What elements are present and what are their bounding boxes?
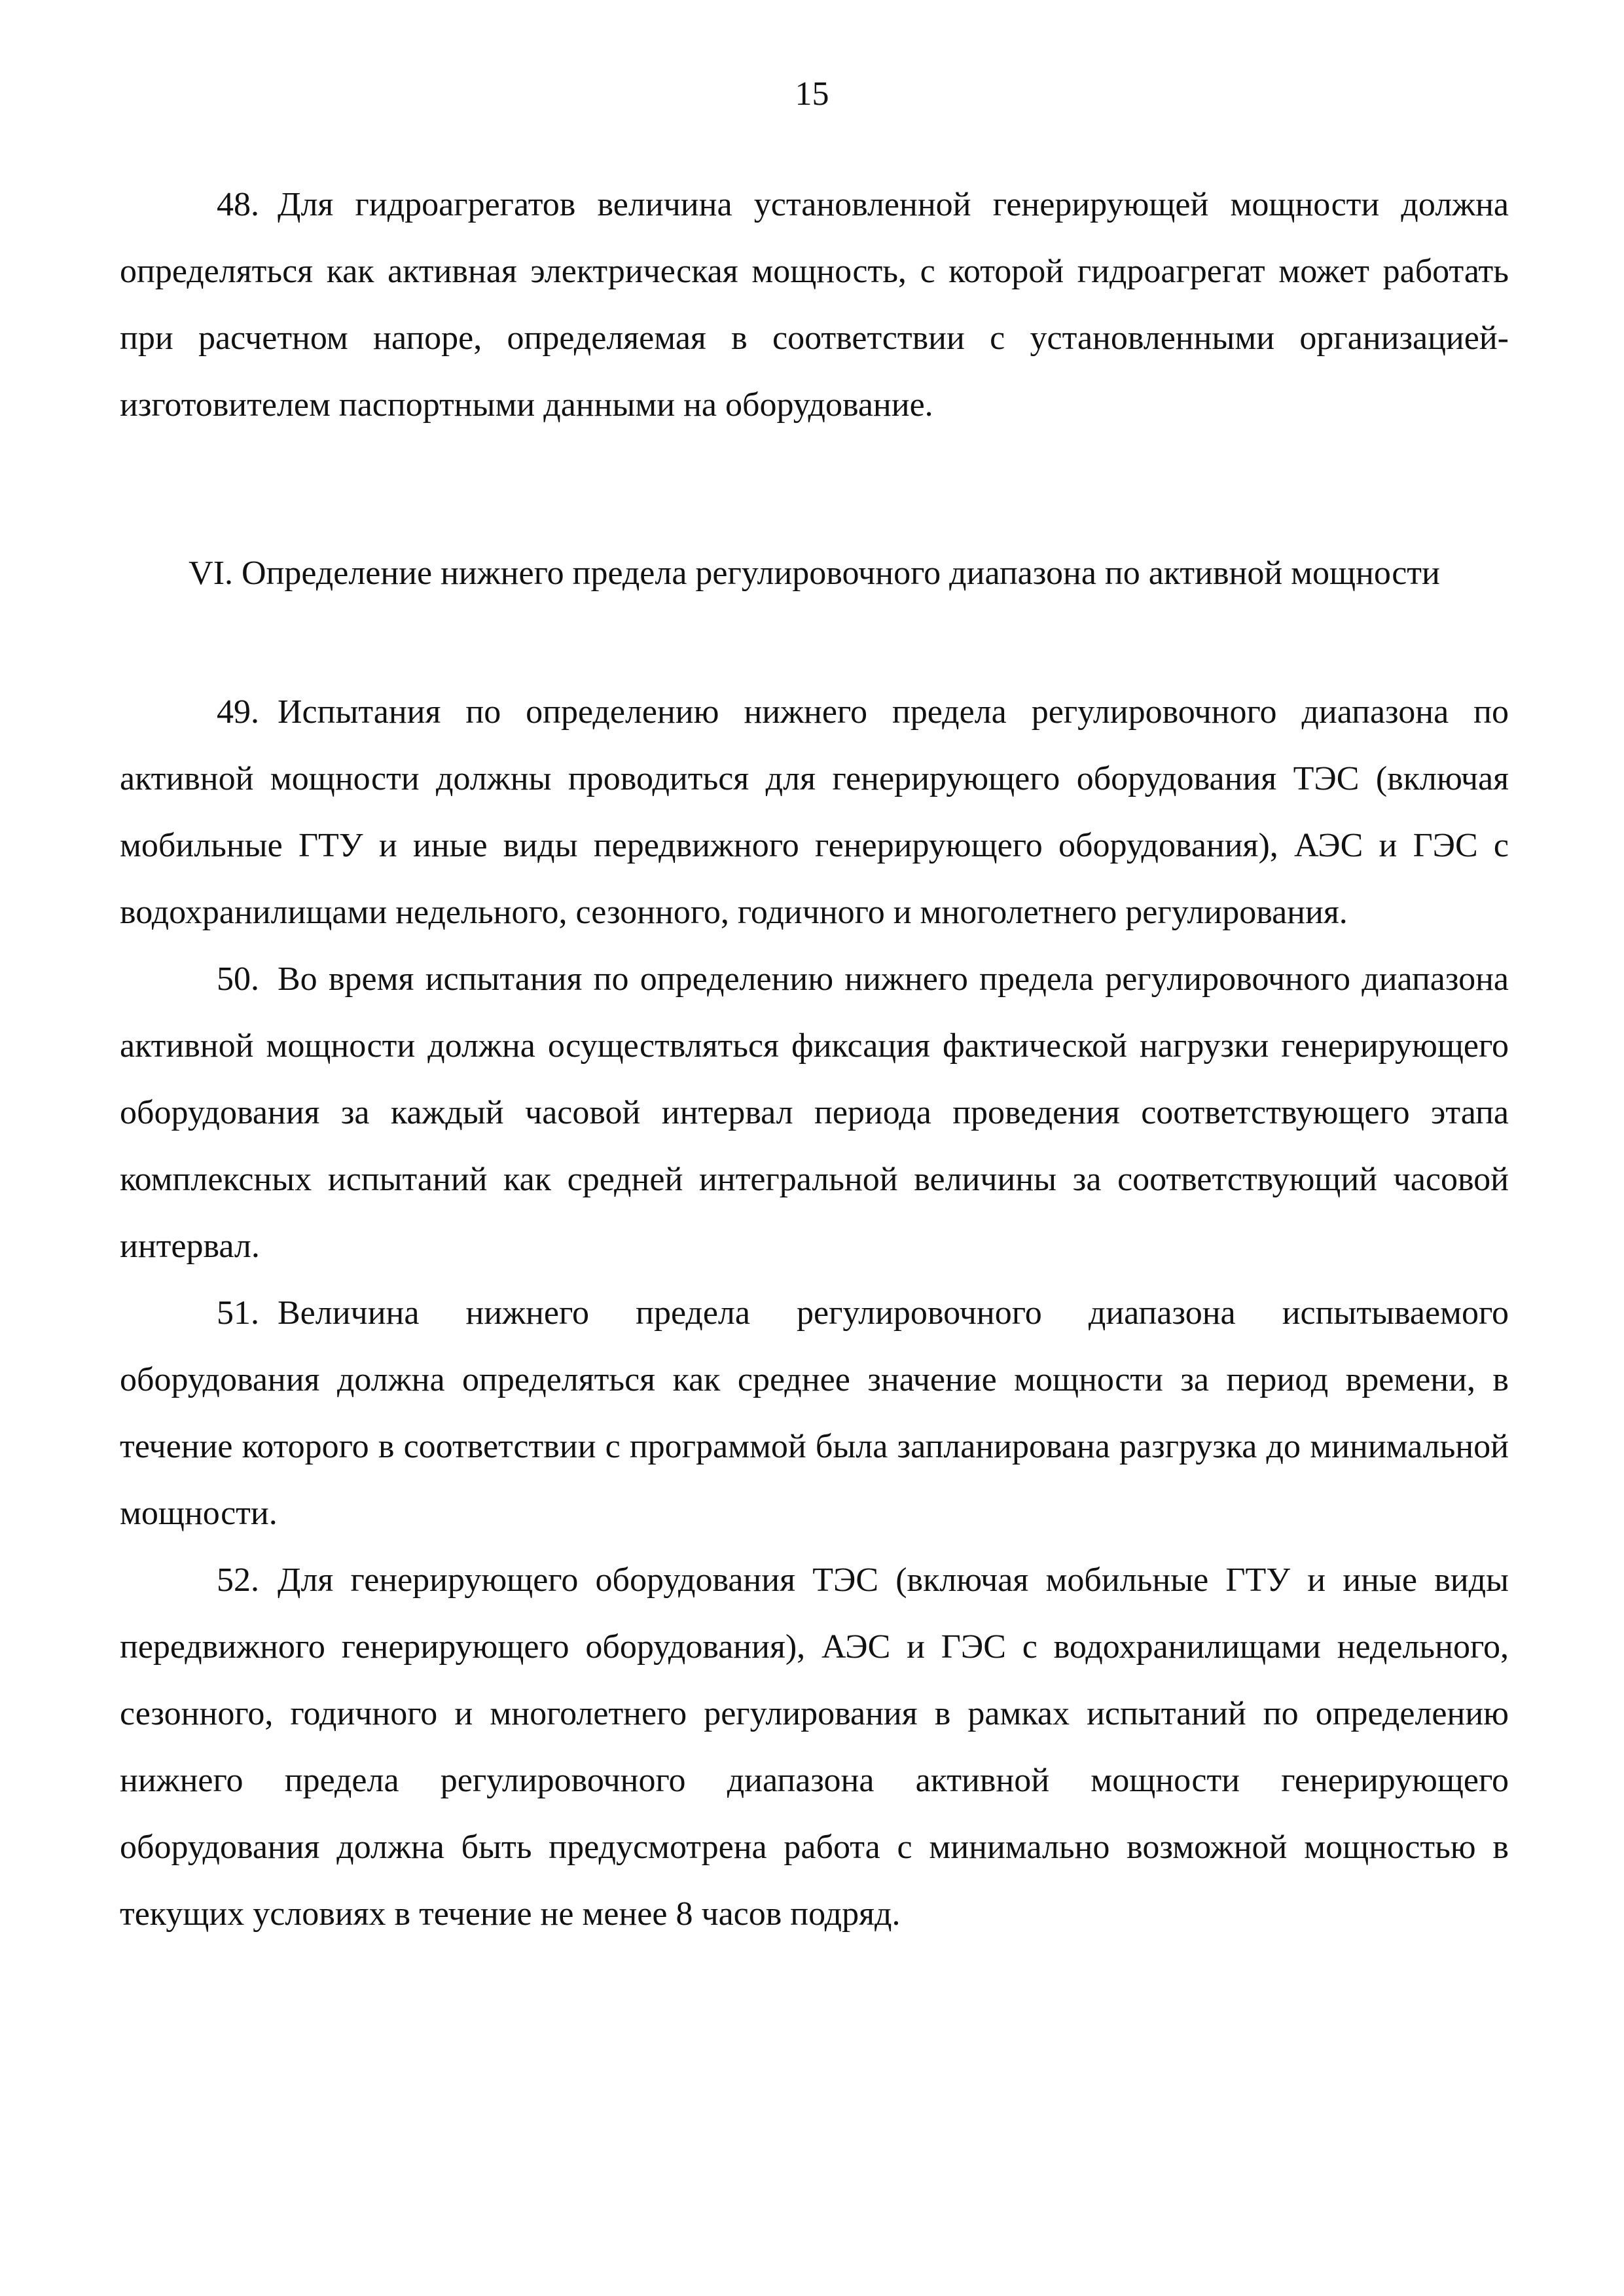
page-number: 15	[795, 75, 829, 113]
paragraph-48	[120, 172, 1509, 439]
section-heading: VI. Определение нижнего предела регулировочного диапазона по активной мощности	[189, 555, 1440, 592]
paragraph-text: Для гидроагрегатов величина установленной генерирующей мощности должна определяться как активная электрическая мощность, с которой гидроагрегат может работать при расчетном напоре, определяемая в соответствии с установленными организацией-изготовителем паспортными данными на оборудование.	[120, 186, 1509, 424]
paragraph-number: 48.	[217, 186, 259, 223]
paragraph-block-top	[120, 172, 1509, 439]
paragraph-number: 49.	[217, 693, 259, 731]
paragraph-text: Для генерирующего оборудования ТЭС (включая мобильные ГТУ и иные виды передвижного генерирующего оборудования), АЭС и ГЭС с водохранилищами недельного, сезонного, годичного и многолетнего регулирования в рамках испытаний по определению нижнего предела регулировочного диапазона активной мощности генерирующего оборудования должна быть предусмотрена работа с минимально возможной мощностью в текущих условиях в течение не менее 8 часов подряд.	[120, 1561, 1509, 1933]
paragraph-text: Испытания по определению нижнего предела регулировочного диапазона по активной мощности должны проводиться для генерирующего оборудования ТЭС (включая мобильные ГТУ и иные виды передвижного генерирующего оборудования), АЭС и ГЭС с водохранилищами недельного, сезонного, годичного и многолетнего регулирования.	[120, 693, 1509, 931]
paragraph-49	[120, 679, 1509, 946]
paragraph-number: 51.	[217, 1294, 259, 1332]
paragraph-50	[120, 946, 1509, 1280]
paragraph-block-bottom	[120, 679, 1509, 1948]
paragraph-51	[120, 1280, 1509, 1547]
paragraph-number: 50.	[217, 960, 259, 998]
paragraph-number: 52.	[217, 1561, 259, 1599]
paragraph-text: Величина нижнего предела регулировочного диапазона испытываемого оборудования должна определяться как среднее значение мощности за период времени, в течение которого в соответствии с программой была запланирована разгрузка до минимальной мощности.	[120, 1294, 1509, 1532]
paragraph-52	[120, 1547, 1509, 1948]
paragraph-text: Во время испытания по определению нижнего предела регулировочного диапазона активной мощности должна осуществляться фиксация фактической нагрузки генерирующего оборудования за каждый часовой интервал периода проведения соответствующего этапа комплексных испытаний как средней интегральной величины за соответствующий часовой интервал.	[120, 960, 1509, 1265]
